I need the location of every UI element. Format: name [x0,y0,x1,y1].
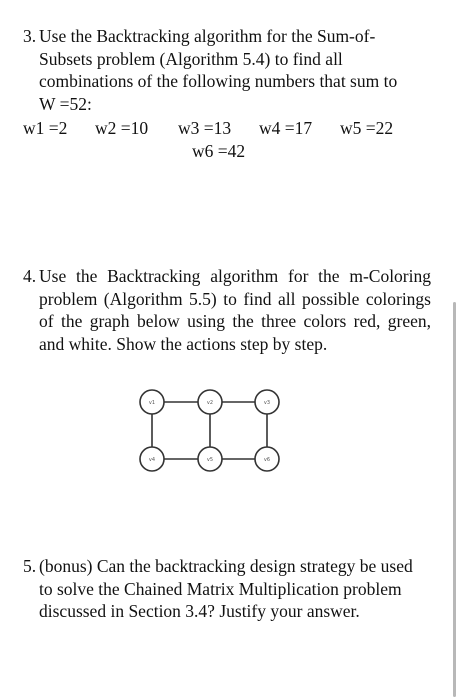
question-5-number: 5. [23,556,37,576]
graph-node-label-v3: v3 [263,400,271,406]
graph-node-label-v6: v6 [263,457,271,463]
weight-w5: w5 =22 [340,118,394,138]
weight-w6: w6 =42 [192,141,246,161]
graph-node-label-v4: v4 [148,457,156,463]
weight-w4: w4 =17 [259,118,313,138]
graph-node-label-v1: v1 [148,400,156,406]
question-3-line: Subsets problem (Algorithm 5.4) to find all [39,48,343,69]
question-5-text: (bonus) Can the backtracking design strategy be used to solve the Chained Matrix Multiplication problem discussed in Section 3.4? Justify your answer. [39,556,413,621]
graph-node-label-v2: v2 [206,400,214,406]
weight-w3: w3 =13 [178,118,232,138]
question-3-line: Use the Backtracking algorithm for the Sum-of- [39,26,376,46]
question-4-number: 4. [23,266,37,286]
graph-node-label-v5: v5 [206,457,214,463]
weight-w2: w2 =10 [95,118,149,138]
question-3-line: combinations of the following numbers that sum to [39,71,398,91]
scrollbar[interactable] [453,302,456,697]
question-3-number: 3. [23,26,37,46]
weight-w1: w1 =2 [23,118,68,138]
question-4-text: Use the Backtracking algorithm for the m-Coloring problem (Algorithm 5.5) to find all possible colorings of the graph below using the three colors red, green, and white. Show the actions step by step. [39,266,431,354]
question-3-line: W =52: [39,93,92,114]
